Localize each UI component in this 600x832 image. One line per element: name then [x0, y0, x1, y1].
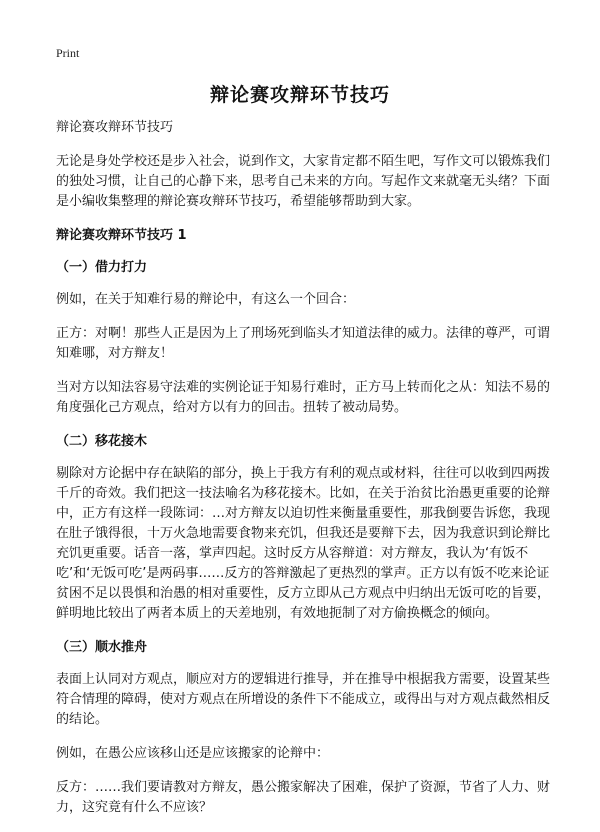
section-heading-2: （二）移花接木 — [56, 434, 148, 449]
paragraph: 正方：对啊！那些人正是因为上了刑场死到临头才知道法律的威力。法律的尊严，可谓知难哪，对方辩友！ — [56, 326, 551, 361]
paragraph: 表面上认同对方观点，顺应对方的逻辑进行推导，并在推导中根据我方需要，设置某些符合情理的障碍，使对方观点在所增设的条件下不能成立，或得出与对方观点截然相反的结论。 — [56, 672, 551, 727]
paragraph: 当对方以知法容易守法难的实例论证于知易行难时，正方马上转而化之从：知法不易的角度强化己方观点，给对方以有力的回击。扭转了被动局势。 — [56, 380, 551, 415]
section-heading-1: （一）借力打力 — [56, 260, 148, 275]
paragraph: 例如，在关于知难行易的辩论中，有这么一个回合： — [56, 292, 356, 307]
paragraph: 例如，在愚公应该移山还是应该搬家的论辩中： — [56, 746, 330, 761]
section-title: 辩论赛攻辩环节技巧 1 — [56, 228, 187, 243]
intro-paragraph: 无论是身处学校还是步入社会，说到作文，大家肯定都不陌生吧，写作文可以锻炼我们的独处习惯，让自己的心静下来，思考自己未来的方向。写起作文来就毫无头绪？下面是小编收集整理的辩论赛攻辩环节技巧，希望能够帮助到大家。 — [56, 154, 551, 209]
paragraph: 反方：……我们要请教对方辩友，愚公搬家解决了困难，保护了资源，节省了人力、财力，这究竟有什么不应该？ — [56, 780, 551, 815]
page-title: 辩论赛攻辩环节技巧 — [209, 84, 390, 106]
paragraph: 剔除对方论据中存在缺陷的部分，换上于我方有利的观点或材料，往往可以收到四两拨千斤的奇效。我们把这一技法喻名为移花接木。比如，在关于治贫比治愚更重要的论辩中，正方有这样一段陈词：…对方辩友以迫切性来衡量重要性，那我倒要告诉您，我现在肚子饿得很，十万火急地需要食物来充饥，但我还是要辩下去，因为我意识到论辩比充饥更重要。话音一落，掌声四起。这时反方从容辩道：对方辩友，我认为‘有饭不吃’和‘无饭可吃’是两码事……反方的答辩激起了更热烈的掌声。正方以有饭不吃来论证贫困不足以畏惧和治愚的相对重要性，反方立即从己方观点中归纳出无饭可吃的旨要，鲜明地比较出了两者本质上的天差地别，有效地扼制了对方偷换概念的倾向。 — [56, 466, 551, 621]
section-heading-3: （三）顺水推舟 — [56, 640, 148, 655]
print-link[interactable]: Print — [56, 46, 80, 60]
article-subtitle: 辩论赛攻辩环节技巧 — [56, 120, 174, 135]
article-body — [56, 118, 552, 832]
